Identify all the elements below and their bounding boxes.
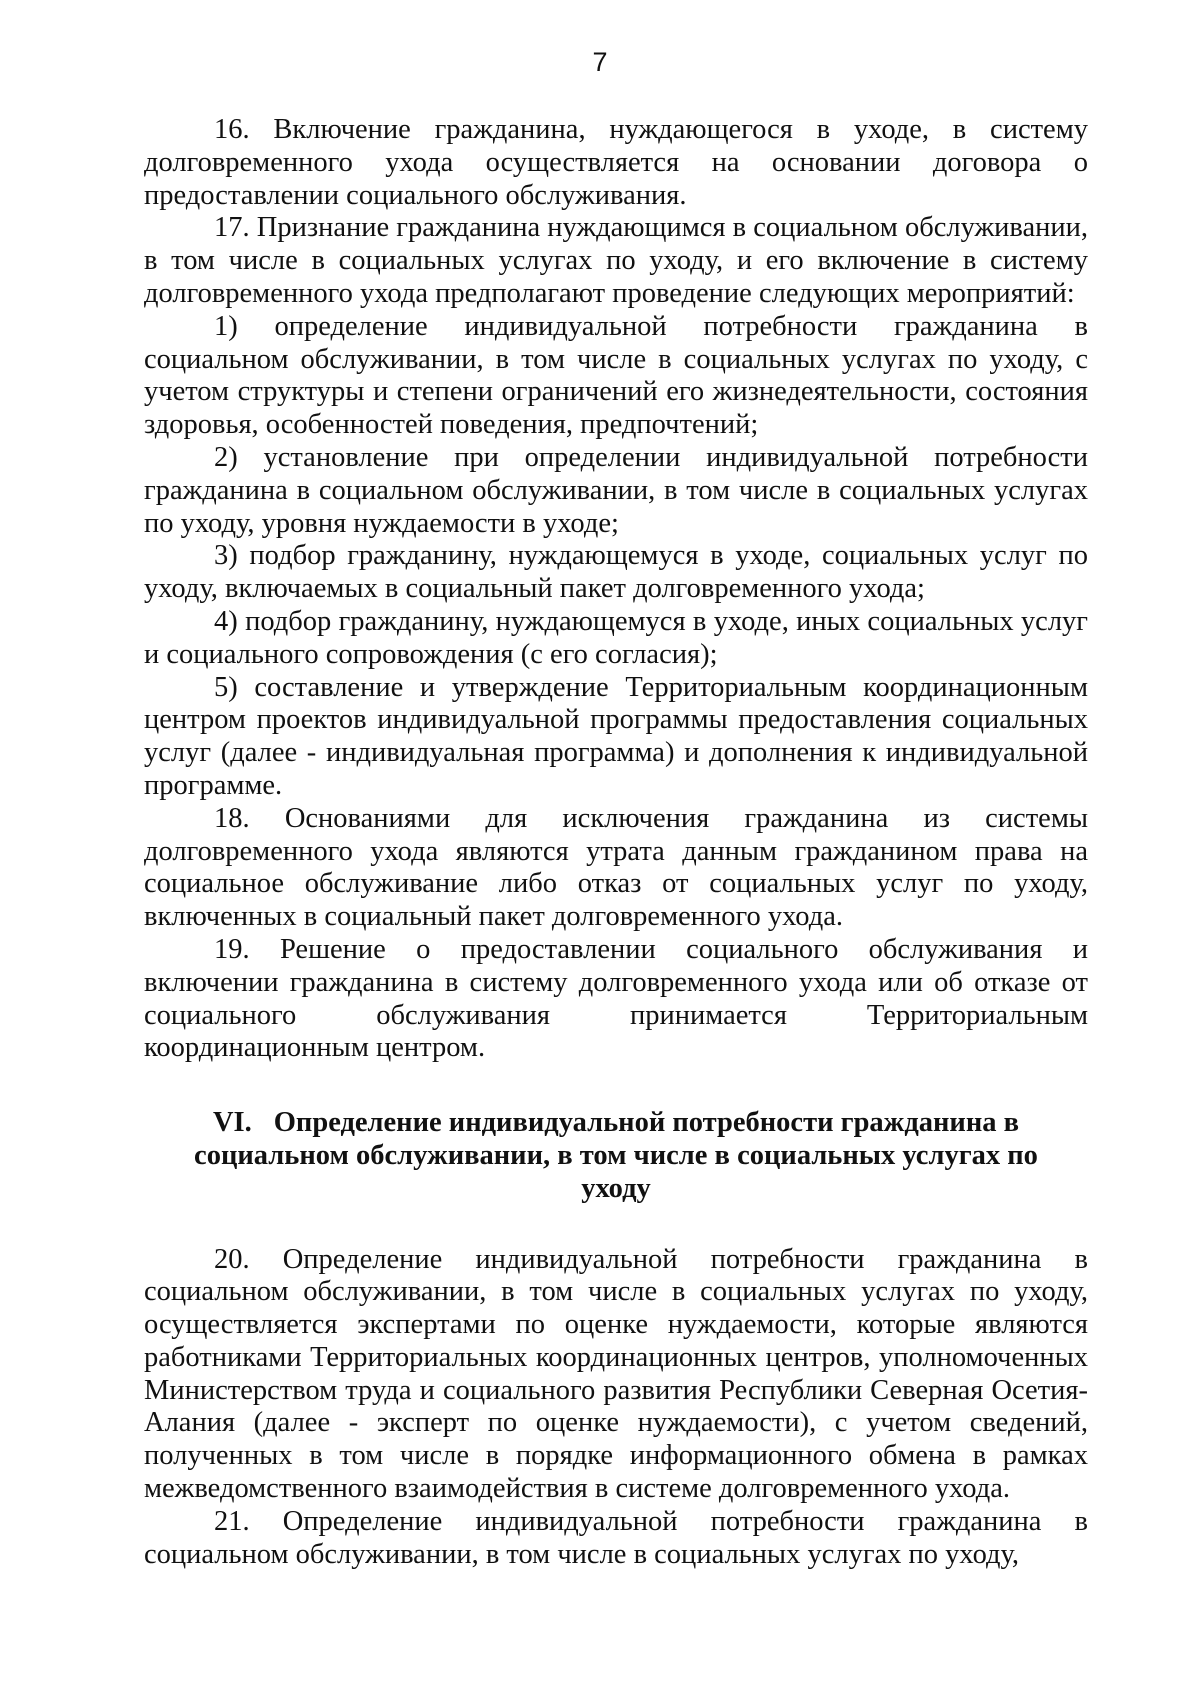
list-item-5: 5) составление и утверждение Территориальным координационным центром проектов индивидуальной программы предоставления социальных услуг (далее - индивидуальная программа) и дополнения к индивидуальной программе.: [144, 671, 1088, 801]
paragraph-19: 19. Решение о предоставлении социального обслуживания и включении гражданина в систему долговременного ухода или об отказе от социального обслуживания принимается Территориальным координационным центром.: [144, 933, 1088, 1064]
section-title: Определение индивидуальной потребности гражданина в социальном обслуживании, в том числе в социальных услугах по уходу: [194, 1107, 1038, 1204]
section-heading: [144, 1107, 1088, 1205]
paragraph-20: 20. Определение индивидуальной потребности гражданина в социальном обслуживании, в том числе в социальных услугах по уходу, осуществляется экспертами по оценке нуждаемости, которые являются работниками Территориальных координационных центров, уполномоченных Министерством труда и социального развития Республики Северная Осетия-Алания (далее - эксперт по оценке нуждаемости), с учетом сведений, полученных в том числе в порядке информационного обмена в рамках межведомственного взаимодействия в системе долговременного ухода.: [144, 1243, 1088, 1505]
paragraph-18: 18. Основаниями для исключения гражданина из системы долговременного ухода являются утрата данным гражданином права на социальное обслуживание либо отказ от социальных услуг по уходу, включенных в социальный пакет долговременного ухода.: [144, 802, 1088, 933]
list-item-3: 3) подбор гражданину, нуждающемуся в уходе, социальных услуг по уходу, включаемых в социальный пакет долговременного ухода;: [144, 540, 1088, 605]
list-item-4: 4) подбор гражданину, нуждающемуся в уходе, иных социальных услуг и социального сопровождения (с его согласия);: [144, 605, 1088, 670]
list-item-2: 2) установление при определении индивидуальной потребности гражданина в социальном обслуживании, в том числе в социальных услугах по уходу, уровня нуждаемости в уходе;: [144, 441, 1088, 539]
document-body: [144, 114, 1088, 1571]
section-number: VI.: [212, 1107, 252, 1139]
list-item-1: 1) определение индивидуальной потребности гражданина в социальном обслуживании, в том числе в социальных услугах по уходу, с учетом структуры и степени ограничений его жизнедеятельности, состояния здоровья, особенностей поведения, предпочтений;: [144, 310, 1088, 441]
paragraph-17: 17. Признание гражданина нуждающимся в социальном обслуживании, в том числе в социальных услугах по уходу, и его включение в систему долговременного ухода предполагают проведение следующих мероприятий:: [144, 212, 1088, 309]
paragraph-16: 16. Включение гражданина, нуждающегося в уходе, в систему долговременного ухода осуществляется на основании договора о предоставлении социального обслуживания.: [144, 114, 1088, 211]
paragraph-21: 21. Определение индивидуальной потребности гражданина в социальном обслуживании, в том числе в социальных услугах по уходу,: [144, 1505, 1088, 1570]
page-number: 7: [592, 47, 608, 77]
